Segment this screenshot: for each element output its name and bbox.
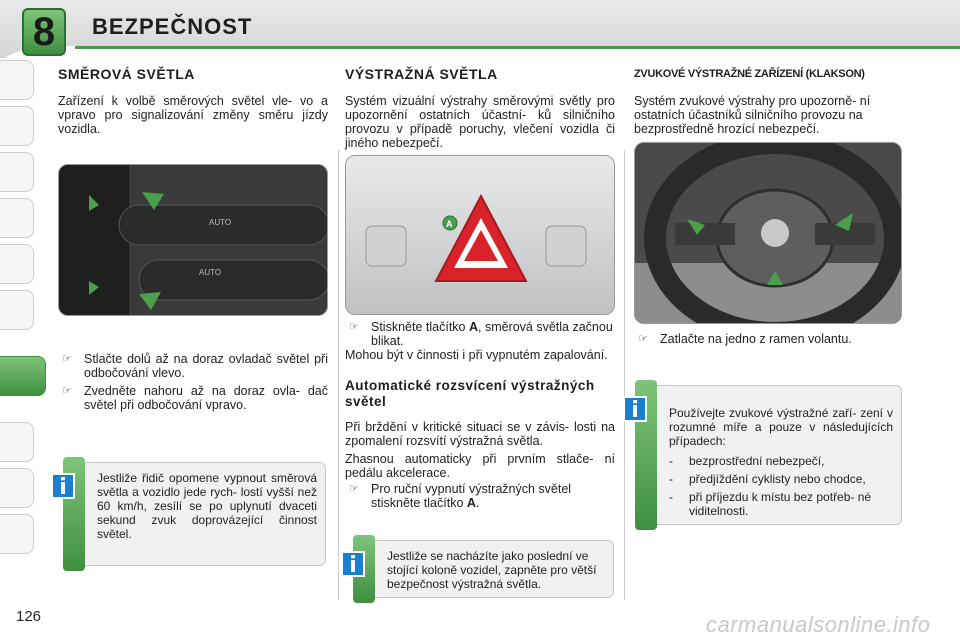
bullet-text: .	[475, 496, 480, 510]
page-number: 126	[16, 608, 42, 625]
side-tab[interactable]	[0, 60, 34, 100]
side-tab[interactable]	[0, 198, 34, 238]
side-tab[interactable]	[0, 468, 34, 508]
side-tab[interactable]	[0, 244, 34, 284]
bullet-press-horn: ☞ Zatlačte na jedno z ramen volantu.	[634, 332, 904, 346]
header-rule	[75, 46, 960, 49]
info-icon: i	[623, 396, 647, 422]
info-intro: Používejte zvukové výstražné zaří- zení v rozumné míře a pouze v následujících případech:	[669, 406, 893, 448]
info-text: Jestliže se nacházíte jako poslední ve stojící koloně vozidel, zapněte pro větší bezpečnost výstražná světla.	[387, 549, 597, 591]
info-list-text: bezprostřední nebezpečí,	[689, 454, 825, 468]
side-tabs	[0, 60, 40, 580]
column-divider	[624, 150, 625, 600]
column-horn	[634, 60, 904, 136]
section-intro: Systém zvukové výstrahy pro upozorně- ní ostatních účastníků silničního provozu na bezprostředně hrozící nebezpečí.	[634, 94, 871, 136]
side-tab[interactable]	[0, 152, 34, 192]
turn-signal-bullets	[58, 352, 328, 412]
side-tab[interactable]	[0, 422, 34, 462]
info-box-turn-signals	[59, 462, 326, 566]
hazard-button-photo	[345, 155, 615, 315]
button-key: A	[466, 496, 476, 510]
hazard-illustration	[346, 156, 615, 315]
section-title: VÝSTRAŽNÁ SVĚTLA	[345, 66, 498, 82]
watermark: carmanualsonline.info	[706, 612, 931, 637]
paragraph: Mohou být v činnosti i při vypnutém zapalování.	[345, 348, 608, 362]
column-turn-signals	[58, 60, 328, 136]
info-text	[669, 406, 893, 518]
side-tab[interactable]	[0, 514, 34, 554]
info-box-horn	[631, 385, 902, 525]
subsection-title: Automatické rozsvícení výstražných světel	[345, 378, 595, 409]
info-list-item: - při příjezdu k místu bez potřeb- né viditelnosti.	[669, 490, 872, 518]
button-key: A	[468, 320, 478, 334]
section-intro: Systém vizuální výstrahy směrovými světly pro upozornění ostatních účastní- ků silničního provozu v případě poruchy, vlečení vozidla či jiného nebezpečí.	[345, 94, 615, 150]
bullet-text: Stiskněte tlačítko	[371, 320, 469, 334]
side-tab[interactable]	[0, 106, 34, 146]
hazard-instructions	[345, 320, 615, 510]
side-tab[interactable]	[0, 290, 34, 330]
bullet-off	[345, 482, 615, 510]
bullet-press	[345, 320, 615, 348]
svg-text:AUTO: AUTO	[209, 218, 232, 227]
svg-text:AUTO: AUTO	[199, 268, 222, 277]
page-title: BEZPEČNOST	[92, 14, 253, 39]
column-divider	[338, 150, 339, 600]
info-icon: i	[51, 473, 75, 499]
side-tab-active[interactable]	[0, 356, 46, 396]
hazard-button-label: A	[446, 219, 453, 229]
info-list-item: - předjíždění cyklisty nebo chodce,	[669, 472, 866, 486]
paragraph: Při brždění v kritické situaci se v závis- losti na zpomalení rozsvítí výstražná světla.	[345, 420, 615, 448]
horn-instructions	[634, 332, 904, 346]
info-icon: i	[341, 551, 365, 577]
stalk-illustration	[59, 165, 328, 316]
info-text: Jestliže řidič opomene vypnout směrová světla a vozidlo jede rych- lostí vyšší než 60 km/h, zesílí se po uplynutí dvaceti sekund zvuk doprovázející činnost světel.	[97, 471, 317, 541]
stalk-photo	[58, 164, 328, 316]
bullet-left: ☞ Stlačte dolů až na doraz ovladač světel při odbočování vlevo.	[58, 352, 328, 380]
section-title: SMĚROVÁ SVĚTLA	[58, 66, 195, 82]
info-list-item: - bezprostřední nebezpečí,	[669, 454, 825, 468]
section-intro: Zařízení k volbě směrových světel vle- vo a vpravo pro signalizování změny směru jízdy vozidla.	[58, 94, 328, 136]
column-hazard-lights	[345, 60, 615, 150]
bullet-text: Pro ruční vypnutí výstražných světel stiskněte tlačítko	[371, 482, 572, 510]
bullet-text: , směrová světla začnou blikat.	[371, 320, 613, 348]
info-list-text: předjíždění cyklisty nebo chodce,	[689, 472, 866, 486]
chapter-badge: 8	[22, 8, 66, 56]
paragraph: Zhasnou automaticky při prvním stlače- ní pedálu akcelerace.	[345, 452, 615, 480]
section-title: ZVUKOVÉ VÝSTRAŽNÉ ZAŘÍZENÍ (KLAKSON)	[634, 68, 865, 80]
bullet-right: ☞ Zvedněte nahoru až na doraz ovla- dač světel při odbočování vpravo.	[58, 384, 328, 412]
info-box-hazard	[349, 540, 614, 598]
info-list-text: při příjezdu k místu bez potřeb- né viditelnosti.	[689, 490, 872, 518]
steering-wheel-illustration	[635, 143, 902, 324]
steering-wheel-photo	[634, 142, 902, 324]
